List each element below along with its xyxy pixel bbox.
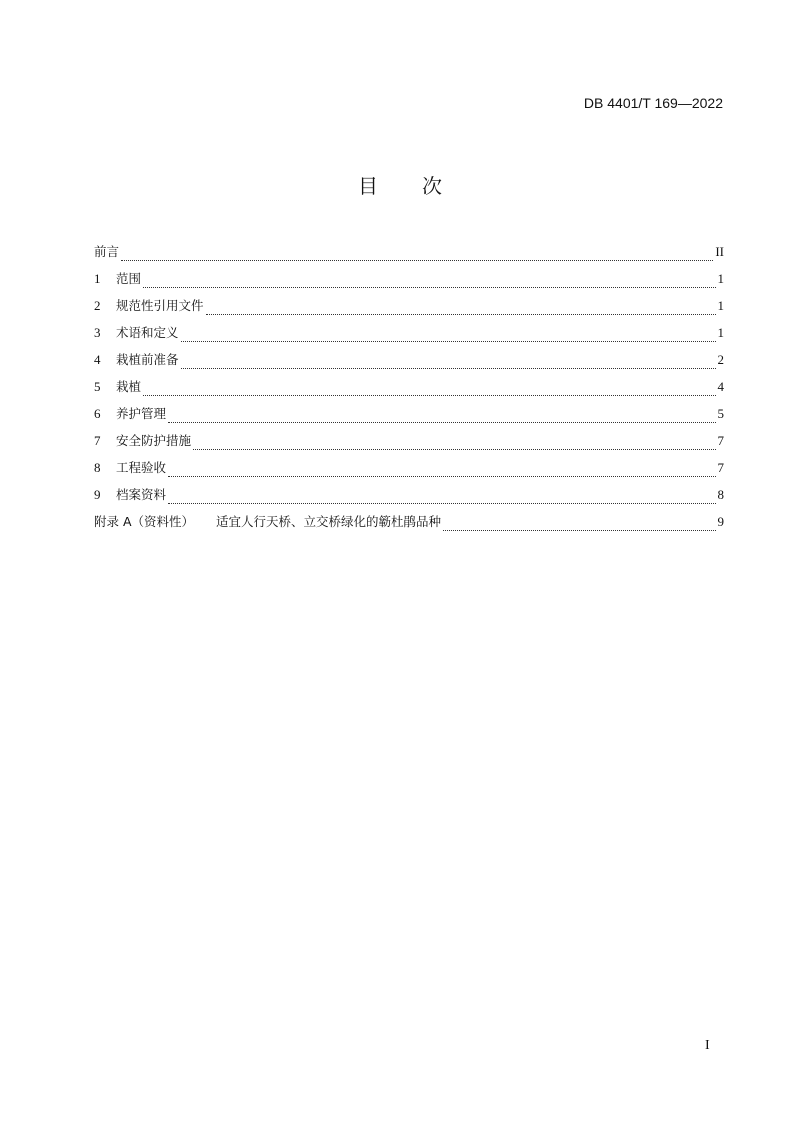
toc-page: 8: [717, 487, 724, 502]
page-title: [0, 170, 800, 199]
toc-number: 7: [94, 433, 101, 448]
toc-entry-7[interactable]: [94, 431, 724, 458]
toc-label: 栽植: [116, 379, 142, 394]
toc-page: 7: [717, 460, 724, 475]
dot-leader: [443, 529, 715, 531]
toc-label: 规范性引用文件: [116, 298, 204, 313]
toc-label: 前言: [94, 244, 120, 259]
toc-label: 工程验收: [116, 460, 167, 475]
title-char-1: 目: [358, 174, 378, 198]
toc-number: 1: [94, 271, 101, 286]
appendix-title: 适宜人行天桥、立交桥绿化的簕杜鹃品种: [216, 514, 442, 529]
toc-page: 1: [717, 271, 724, 286]
toc-page: 1: [717, 298, 724, 313]
toc-label: 安全防护措施: [116, 433, 192, 448]
title-char-2: 次: [422, 174, 442, 198]
toc-page: 1: [717, 325, 724, 340]
document-code: DB 4401/T 169—2022: [583, 95, 723, 111]
toc-page: 4: [717, 379, 724, 394]
dot-leader: [143, 286, 715, 288]
toc-entry-8[interactable]: [94, 458, 724, 485]
table-of-contents: [94, 242, 724, 539]
dot-leader: [143, 394, 715, 396]
dot-leader: [193, 448, 715, 450]
toc-number: 5: [94, 379, 101, 394]
toc-entry-appendix-a[interactable]: [94, 512, 724, 539]
toc-label: 术语和定义: [116, 325, 179, 340]
toc-number: 6: [94, 406, 101, 421]
dot-leader: [121, 259, 713, 261]
toc-label: 范围: [116, 271, 142, 286]
toc-entry-foreword[interactable]: [94, 242, 724, 269]
toc-entry-5[interactable]: [94, 377, 724, 404]
toc-entry-4[interactable]: [94, 350, 724, 377]
toc-page: II: [715, 244, 724, 259]
toc-number: 8: [94, 460, 101, 475]
toc-entry-2[interactable]: [94, 296, 724, 323]
toc-page: 9: [717, 514, 724, 529]
toc-entry-6[interactable]: [94, 404, 724, 431]
page-number: I: [705, 1038, 710, 1053]
toc-label: 养护管理: [116, 406, 167, 421]
dot-leader: [168, 475, 715, 477]
dot-leader: [168, 421, 715, 423]
dot-leader: [181, 340, 716, 342]
dot-leader: [168, 502, 715, 504]
toc-page: 7: [717, 433, 724, 448]
toc-entry-1[interactable]: [94, 269, 724, 296]
dot-leader: [181, 367, 716, 369]
toc-number: 9: [94, 487, 101, 502]
toc-page: 2: [717, 352, 724, 367]
toc-label: 栽植前准备: [116, 352, 179, 367]
toc-number: 4: [94, 352, 101, 367]
appendix-label: 附录 A（资料性）: [94, 514, 195, 529]
toc-number: 3: [94, 325, 101, 340]
toc-entry-9[interactable]: [94, 485, 724, 512]
toc-label: 档案资料: [116, 487, 167, 502]
toc-number: 2: [94, 298, 101, 313]
toc-entry-3[interactable]: [94, 323, 724, 350]
dot-leader: [206, 313, 716, 315]
toc-page: 5: [717, 406, 724, 421]
